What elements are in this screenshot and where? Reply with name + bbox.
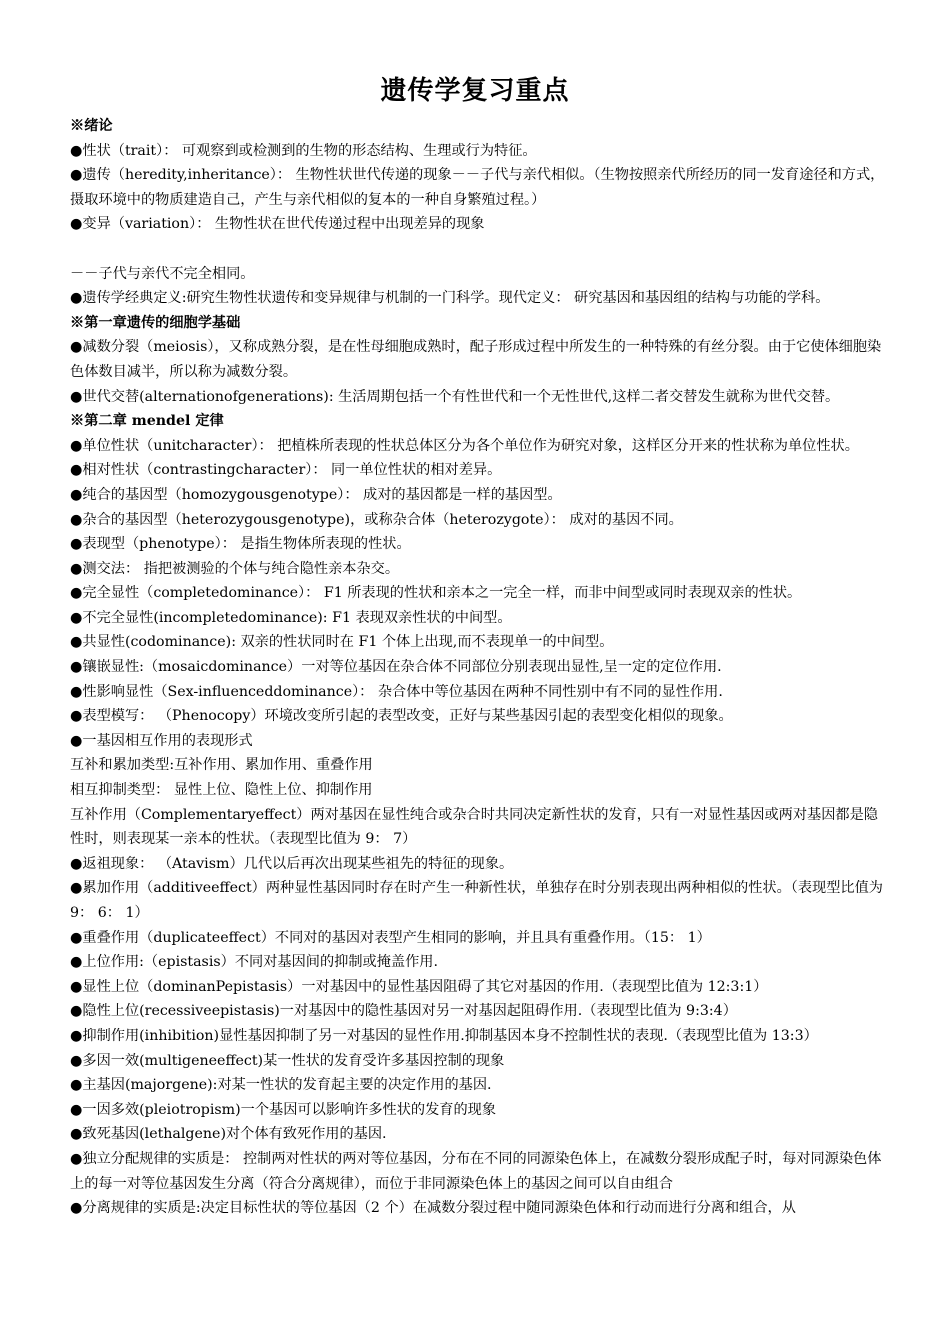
paragraph: ●重叠作用（duplicateeffect）不同对的基因对表型产生相同的影响，并且具有重叠作用。（15： 1）	[70, 929, 711, 946]
paragraph: ●一基因相互作用的表现形式	[70, 732, 253, 749]
paragraph: ●致死基因(lethalgene)对个体有致死作用的基因.	[70, 1126, 387, 1143]
paragraph: ●多因一效(multigeneeffect)某一性状的发育受许多基因控制的现象	[70, 1052, 505, 1069]
paragraph: ●分离规律的实质是:决定目标性状的等位基因（2 个）在减数分裂过程中随同源染色体和行动而进行分离和组合，从	[70, 1200, 796, 1217]
paragraph: ●性影响显性（Sex-influenceddominance）： 杂合体中等位基因在两种不同性别中有不同的显性作用.	[70, 683, 723, 700]
paragraph: 互补作用（Complementaryeffect）两对基因在显性纯合或杂合时共同决定新性状的发育，只有一对显性基因或两对基因都是隐性时，则表现某一亲本的性状。（表现型比值为 9： 7）	[70, 806, 878, 848]
paragraph: 相互抑制类型： 显性上位、隐性上位、抑制作用	[70, 782, 373, 799]
paragraph: ●抑制作用(inhibition)显性基因抑制了另一对基因的显性作用.抑制基因本身不控制性状的表现.（表现型比值为 13:3）	[70, 1027, 818, 1044]
paragraph: ●表现型（phenotype）： 是指生物体所表现的性状。	[70, 536, 411, 553]
paragraph: ●隐性上位(recessiveepistasis)一对基因中的隐性基因对另一对基因起阻碍作用.（表现型比值为 9:3:4）	[70, 1003, 737, 1020]
paragraph: ●镶嵌显性:（mosaicdominance）一对等位基因在杂合体不同部位分别表现出显性,呈一定的定位作用.	[70, 659, 722, 676]
paragraph: ●杂合的基因型（heterozygousgenotype)，或称杂合体（heterozygote）： 成对的基因不同。	[70, 511, 683, 528]
paragraph: ●遗传学经典定义:研究生物性状遗传和变异规律与机制的一门科学。现代定义： 研究基因和基因组的结构与功能的学科。	[70, 290, 830, 307]
paragraph: ●变异（variation）： 生物性状在世代传递过程中出现差异的现象	[70, 216, 485, 233]
blank-line	[70, 237, 890, 262]
paragraph: ●纯合的基因型（homozygousgenotype）： 成对的基因都是一样的基因型。	[70, 486, 562, 503]
paragraph: ●性状（trait）： 可观察到或检测到的生物的形态结构、生理或行为特征。	[70, 142, 537, 159]
section-heading: ※第二章 mendel 定律	[70, 413, 224, 430]
paragraph: ●世代交替(alternationofgenerations): 生活周期包括一个有性世代和一个无性世代,这样二者交替发生就称为世代交替。	[70, 388, 840, 405]
paragraph: ●测交法： 指把被测验的个体与纯合隐性亲本杂交。	[70, 560, 400, 577]
section-heading: ※第一章遗传的细胞学基础	[70, 314, 241, 331]
document-body	[70, 114, 890, 1221]
paragraph: ●显性上位（dominanPepistasis）一对基因中的显性基因阻碍了其它对基因的作用.（表现型比值为 12:3:1）	[70, 978, 768, 995]
paragraph: ●相对性状（contrastingcharacter）： 同一单位性状的相对差异。	[70, 462, 502, 479]
paragraph: ●单位性状（unitcharacter）： 把植株所表现的性状总体区分为各个单位作为研究对象，这样区分开来的性状称为单位性状。	[70, 437, 859, 454]
paragraph: ●独立分配规律的实质是： 控制两对性状的两对等位基因，分布在不同的同源染色体上，在减数分裂形成配子时，每对同源染色体上的每一对等位基因发生分离（符合分离规律），而位于非同源染色体上的基因之间可以自由组合	[70, 1150, 882, 1192]
paragraph: ●累加作用（additiveeffect）两种显性基因同时存在时产生一种新性状，单独存在时分别表现出两种相似的性状。（表现型比值为 9： 6： 1）	[70, 880, 883, 921]
paragraph: －－子代与亲代不完全相同。	[70, 265, 255, 282]
paragraph: ●完全显性（completedominance）： F1 所表现的性状和亲本之一完全一样，而非中间型或同时表现双亲的性状。	[70, 585, 802, 602]
paragraph: ●上位作用:（epistasis）不同对基因间的抑制或掩盖作用.	[70, 954, 438, 971]
paragraph: ●减数分裂（meiosis），又称成熟分裂，是在性母细胞成熟时，配子形成过程中所发生的一种特殊的有丝分裂。由于它使体细胞染色体数目减半，所以称为减数分裂。	[70, 339, 882, 380]
section-heading: ※绪论	[70, 118, 113, 134]
paragraph: 互补和累加类型:互补作用、累加作用、重叠作用	[70, 757, 373, 774]
paragraph: ●表型模写： （Phenocopy）环境改变所引起的表型改变，正好与某些基因引起的表型变化相似的现象。	[70, 708, 733, 725]
paragraph: ●主基因(majorgene):对某一性状的发育起主要的决定作用的基因.	[70, 1077, 492, 1094]
document-title: 遗传学复习重点	[380, 76, 570, 106]
paragraph: ●共显性(codominance): 双亲的性状同时在 F1 个体上出现,而不表现单一的中间型。	[70, 634, 614, 651]
paragraph: ●一因多效(pleiotropism)一个基因可以影响许多性状的发育的现象	[70, 1101, 497, 1118]
paragraph: ●不完全显性(incompletedominance): F1 表现双亲性状的中间型。	[70, 609, 512, 626]
paragraph: ●返祖现象： （Atavism）几代以后再次出现某些祖先的特征的现象。	[70, 855, 514, 872]
paragraph: ●遗传（heredity,inheritance）： 生物性状世代传递的现象－－子代与亲代相似。（生物按照亲代所经历的同一发育途径和方式，摄取环境中的物质建造自己，产生与亲代相似的复本的一种自身繁殖过程。）	[70, 167, 885, 208]
